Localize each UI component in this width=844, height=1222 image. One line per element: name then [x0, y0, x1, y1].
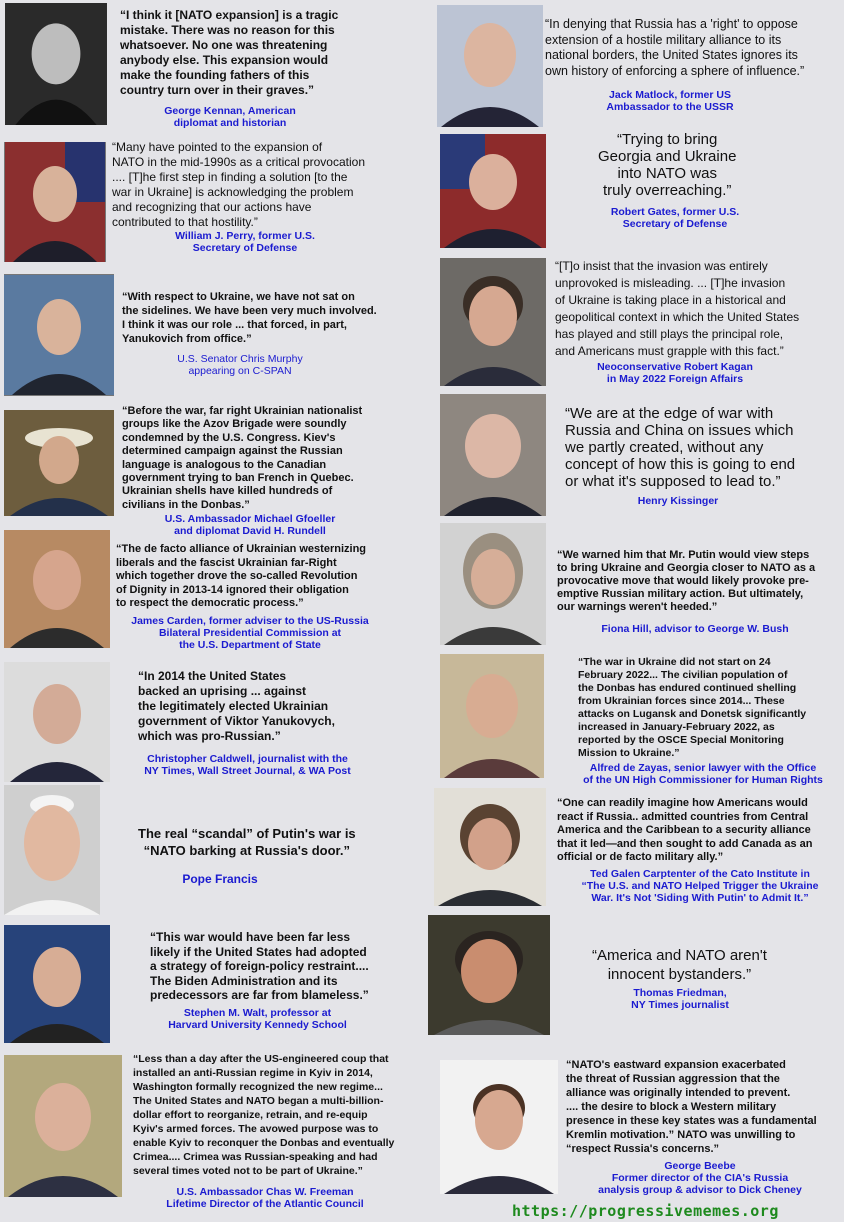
portrait-fiona-hill [440, 523, 546, 645]
portrait-alfred-de-zayas [440, 654, 544, 778]
quote-attribution: Neoconservative Robert Kagan in May 2022 Foreign Affairs [597, 361, 753, 385]
portrait-ted-galen-carpenter [434, 788, 546, 906]
quote-attribution: Fiona Hill, advisor to George W. Bush [601, 623, 789, 635]
portrait-henry-kissinger [440, 394, 546, 516]
portrait-jack-matlock [437, 5, 543, 127]
portrait-james-carden [4, 530, 110, 648]
quote-attribution: Alfred de Zayas, senior lawyer with the Office of the UN High Commissioner for Human Rights [583, 762, 823, 786]
portrait-robert-gates [440, 134, 546, 248]
quote-text: “We warned him that Mr. Putin would view steps to bring Ukraine and Georgia closer to NATO as a provocative move that would likely provoke pre- emptive Russian military action. But ultimately, our warnings weren't heeded.” [557, 549, 816, 613]
quote-text: “[T]o insist that the invasion was entirely unprovoked is misleading. ... [T]he invasion of Ukraine is taking place in a historical and geopolitical context in which the United States has played and still plays the principal role, and Americans must grapple with this fact.” [555, 259, 800, 358]
portrait-stephen-walt [4, 925, 110, 1043]
quote-text: “In denying that Russia has a 'right' to oppose extension of a hostile military alliance to its national borders, the United States ignores its own history of enforcing a sphere of influence.” [545, 17, 805, 78]
portrait-robert-kagan [440, 258, 546, 386]
quote-text: “One can readily imagine how Americans would react if Russia.. admitted countries from Central America and the Caribbean to a security alliance that it led—and then sought to add Canada as an official or de facto military ally.” [557, 797, 813, 863]
quote-attribution: U.S. Ambassador Chas W. Freeman Lifetime Director of the Atlantic Council [166, 1186, 364, 1210]
quote-attribution: William J. Perry, former U.S. Secretary of Defense [175, 230, 315, 254]
quote-text: “This war would have been far less likely if the United States had adopted a strategy of foreign-policy restraint.... The Biden Administration and its predecessors are far from blameless.” [150, 930, 369, 1002]
quote-attribution: Ted Galen Carptenter of the Cato Institute in “The U.S. and NATO Helped Trigger the Ukraine War. It's Not 'Siding With Putin' to Admit It.” [581, 868, 819, 904]
quote-attribution: U.S. Senator Chris Murphy appearing on C-SPAN [177, 353, 303, 377]
quote-attribution: Christopher Caldwell, journalist with the NY Times, Wall Street Journal, & WA Post [144, 753, 351, 777]
quote-attribution: James Carden, former adviser to the US-Russia Bilateral Presidential Commission at the U.S. Department of State [131, 615, 369, 651]
portrait-christopher-caldwell [4, 662, 110, 782]
quote-text: “America and NATO aren't innocent bystanders.” [592, 947, 767, 983]
portrait-george-beebe [440, 1060, 558, 1194]
quote-text: “Trying to bring Georgia and Ukraine into NATO was truly overreaching.” [598, 131, 737, 199]
quote-attribution: Stephen M. Walt, professor at Harvard University Kennedy School [168, 1007, 347, 1031]
quote-attribution: Robert Gates, former U.S. Secretary of Defense [610, 206, 740, 230]
quote-text: The real “scandal” of Putin's war is “NATO barking at Russia's door.” [138, 826, 356, 858]
portrait-pope-francis [4, 785, 100, 915]
portrait-chas-freeman [4, 1055, 122, 1197]
portrait-george-kennan [5, 3, 107, 125]
quote-text: “The war in Ukraine did not start on 24 February 2022... The civilian population of the Donbas has endured continued shelling from Ukrainian forces since 2014... These attacks on Lugansk and Donetsk significantly increased in January-February 2022, as reported by the OSCE Special Monitoring Mission to Ukraine.” [578, 656, 807, 759]
quote-attribution: George Beebe Former director of the CIA's Russia analysis group & advisor to Dick Cheney [598, 1160, 802, 1196]
quote-attribution: Henry Kissinger [637, 495, 719, 507]
quote-attribution: U.S. Ambassador Michael Gfoeller and diplomat David H. Rundell [164, 513, 336, 537]
quote-text: “Less than a day after the US-engineered coup that installed an anti-Russian regime in Kyiv in 2014, Washington formally recognized the new regime... The United States and NATO began a multi-billion- dollar effort to reorganize, retrain, and re-equip Kyiv's armed forces. The avowed purpose was to enable Kyiv to reconquer the Donbas and eventually Crimea.... Crimea was Russian-speaking and had several times voted not to be part of Ukraine.” [133, 1053, 395, 1177]
quote-text: “Many have pointed to the expansion of NATO in the mid-1990s as a critical provocation .... [T]he first step in finding a solution [to the war in Ukraine] is acknowledging the problem and recognizing that our actions have contributed to that hostility.” [112, 140, 366, 229]
quote-attribution: George Kennan, American diplomat and historian [164, 105, 296, 129]
quote-attribution: Jack Matlock, former US Ambassador to the USSR [606, 89, 734, 113]
quote-text: “With respect to Ukraine, we have not sat on the sidelines. We have been very much involved. I think it was our role ... that forced, in part, Yanukovich from office.” [122, 291, 377, 345]
quote-text: “We are at the edge of war with Russia and China on issues which we partly created, without any concept of how this is going to end or what it's supposed to lead to.” [565, 405, 796, 490]
quote-attribution: Thomas Friedman, NY Times journalist [631, 987, 729, 1011]
portrait-michael-gfoeller [4, 410, 114, 516]
quote-text: “Before the war, far right Ukrainian nationalist groups like the Azov Brigade were soundly condemned by the U.S. Congress. Kiev's determined campaign against the Russian language is analogous to the Canadian government trying to ban French in Quebec. Ukrainian shells have killed hundreds of civilians in the Donbas.” [122, 405, 363, 511]
website-url[interactable]: https://progressivememes.org [512, 1202, 779, 1220]
quote-attribution: Pope Francis [182, 872, 258, 886]
portrait-chris-murphy [4, 274, 114, 396]
quote-text: “NATO's eastward expansion exacerbated the threat of Russian aggression that the alliance was originally intended to prevent. .... the desire to block a Western military presence in these key states was a fundamental Kremlin motivation.” NATO was unwilling to “respect Russia's concerns.” [566, 1059, 817, 1155]
quote-text: “I think it [NATO expansion] is a tragic mistake. There was no reason for this whatsoever. No one was threatening anybody else. This expansion would make the founding fathers of this country turn over in their graves.” [120, 8, 339, 97]
portrait-thomas-friedman [428, 915, 550, 1035]
portrait-william-perry [4, 142, 106, 262]
quote-text: “In 2014 the United States backed an uprising ... against the legitimately elected Ukrainian government of Viktor Yanukovych, which was pro-Russian.” [138, 669, 335, 743]
quote-text: “The de facto alliance of Ukrainian westernizing liberals and the fascist Ukrainian far-Right which together drove the so-called Revolution of Dignity in 2013-14 ignored their obligation to respect the democratic process.” [116, 543, 367, 609]
